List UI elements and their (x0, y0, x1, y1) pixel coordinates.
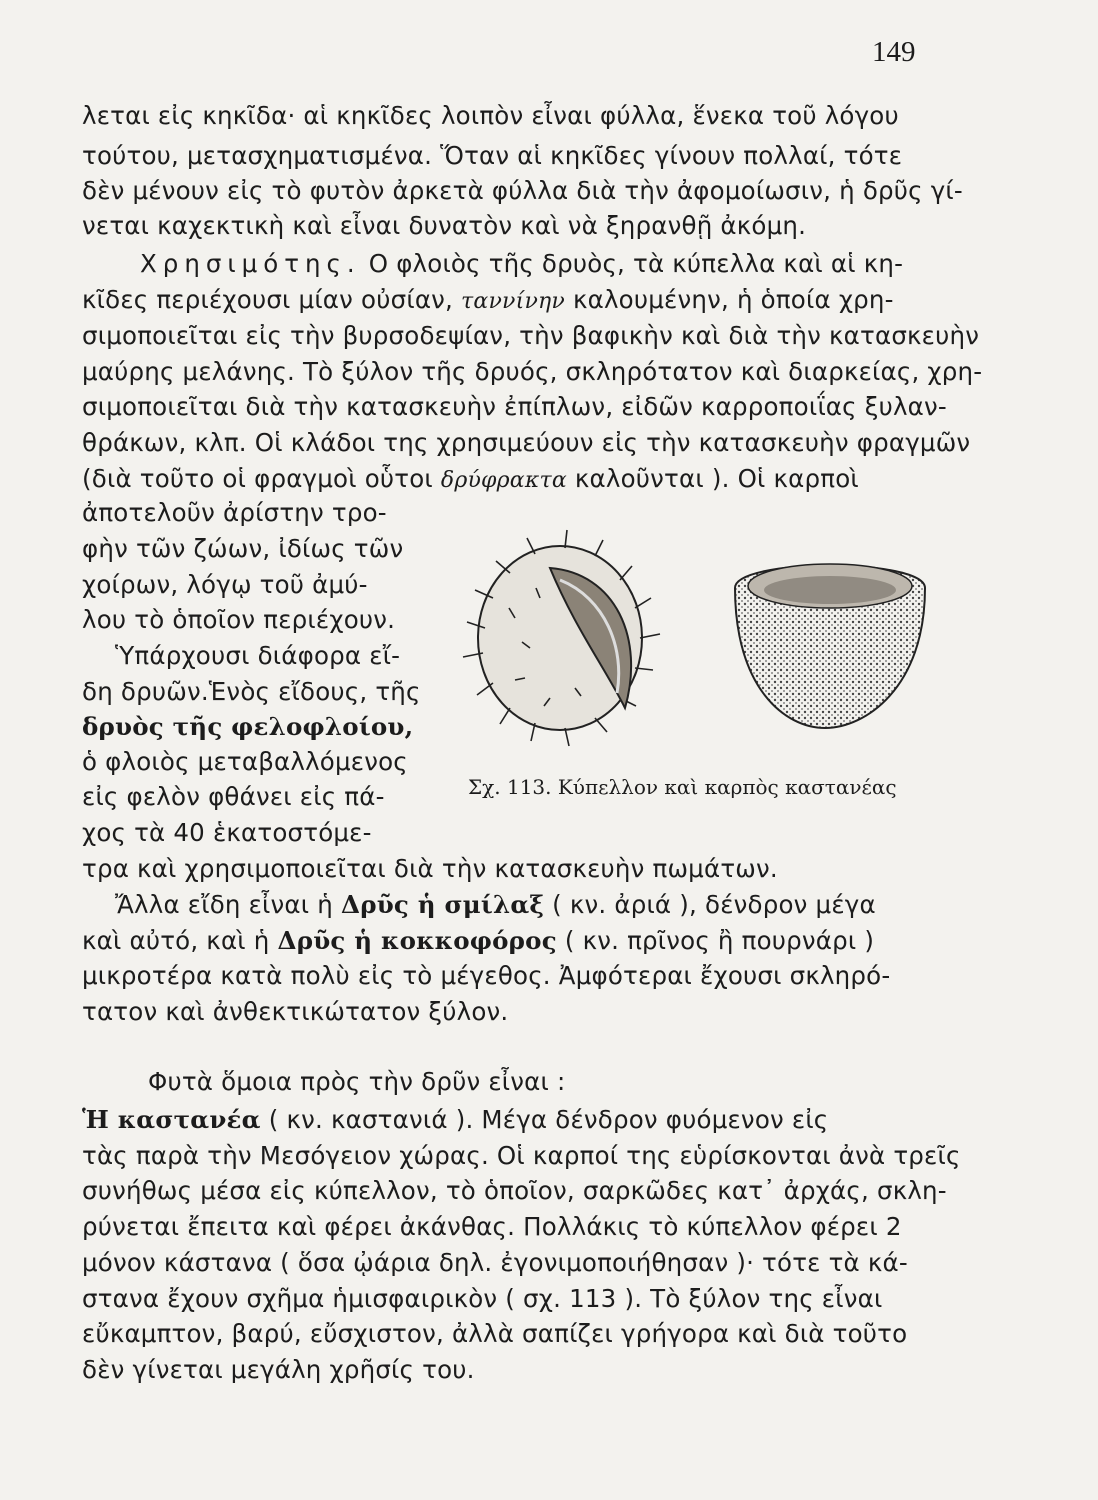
text-line: Ὑπάρχουσι διάφορα εἴ- (115, 641, 401, 670)
text-line: λου τὸ ὁποῖον περιέχουν. (82, 605, 396, 634)
text-line: τρα καὶ χρησιμοποιεῖται διὰ τὴν κατασκευὴν πωμάτων. (82, 854, 778, 883)
text-line: δὲν γίνεται μεγάλη χρῆσίς του. (82, 1355, 475, 1384)
text-line: σιμοποιεῖται εἰς τὴν βυρσοδεψίαν, τὴν βαφικὴν καὶ διὰ τὴν κατασκευὴν (82, 321, 980, 350)
text-line: χος τὰ 40 ἑκατοστόμε- (82, 818, 372, 847)
text-line: τὰς παρὰ τὴν Μεσόγειον χώρας. Οἱ καρποί της εὑρίσκονται ἀνὰ τρεῖς (82, 1141, 961, 1170)
text-line (140, 248, 903, 280)
text-line: δὲν μένουν εἰς τὸ φυτὸν ἀρκετὰ φύλλα διὰ τὴν ἀφομοίωσιν, ἡ δρῦς γί- (82, 176, 963, 205)
text-fragment: ( κν. ἀριά ), δένδρον μέγα (552, 890, 876, 919)
figure-caption: Σχ. 113. Κύπελλον καὶ καρπὸς καστανέας (468, 775, 897, 799)
text-line (82, 284, 894, 318)
text-line: ἀποτελοῦν ἀρίστην τρο- (82, 498, 387, 527)
text-line (115, 889, 876, 921)
text-line: φὴν τῶν ζώων, ἰδίως τῶν (82, 534, 404, 563)
text-line: Φυτὰ ὅμοια πρὸς τὴν δρῦν εἶναι : (148, 1067, 566, 1096)
text-line: μικροτέρα κατὰ πολὺ εἰς τὸ μέγεθος. Ἀμφότεραι ἔχουσι σκληρό- (82, 961, 891, 990)
text-line: εὔκαμπτον, βαρύ, εὔσχιστον, ἀλλὰ σαπίζει γρήγορα καὶ διὰ τοῦτο (82, 1319, 908, 1348)
text-line: μόνον κάστανα ( ὅσα ᾠάρια δηλ. ἐγονιμοποιήθησαν )· τότε τὰ κά- (82, 1248, 908, 1277)
text-line: λεται εἰς κηκῖδα· αἱ κηκῖδες λοιπὸν εἶναι φύλλα, ἕνεκα τοῦ λόγου (82, 101, 899, 130)
bold-term: Ἡ καστανέα (82, 1105, 261, 1134)
text-fragment: ( κν. καστανιά ). Μέγα δένδρον φυόμενον εἰς (268, 1105, 829, 1134)
text-fragment: ( κν. πρῖνος ἢ πουρνάρι ) (564, 926, 875, 955)
page-number: 149 (872, 36, 916, 68)
text-line: στανα ἔχουν σχῆμα ἡμισφαιρικὸν ( σχ. 113 ). Τὸ ξύλον της εἶναι (82, 1284, 883, 1313)
text-line: τατον καὶ ἀνθεκτικώτατον ξύλον. (82, 997, 509, 1026)
text-line: θράκων, κλπ. Οἱ κλάδοι της χρησιμεύουν εἰς τὴν κατασκευὴν φραγμῶν (82, 428, 971, 457)
text-fragment: καλοῦνται ). Οἱ καρποὶ (574, 464, 859, 493)
text-line (82, 463, 859, 497)
text-line: μαύρης μελάνης. Τὸ ξύλον τῆς δρυός, σκληρότατον καὶ διαρκείας, χρη- (82, 357, 983, 386)
spiny-husk-icon (455, 518, 935, 778)
bold-term: Δρῦς ἡ κοκκοφόρος (277, 926, 557, 955)
text-line (82, 1104, 828, 1136)
figure-113 (455, 518, 935, 778)
text-fragment: καὶ αὐτό, καὶ ἡ (82, 926, 270, 955)
text-line: δρυὸς τῆς φελοφλοίου, (82, 712, 414, 741)
text-fragment: Ο φλοιὸς τῆς δρυὸς, τὰ κύπελλα καὶ αἱ κη- (368, 249, 904, 278)
text-line: ὁ φλοιὸς μεταβαλλόμενος (82, 747, 408, 776)
text-line: συνήθως μέσα εἰς κύπελλον, τὸ ὁποῖον, σαρκῶδες κατ᾽ ἀρχάς, σκλη- (82, 1176, 947, 1205)
bold-term: Δρῦς ἡ σμίλαξ (341, 890, 545, 919)
text-line: χοίρων, λόγῳ τοῦ ἀμύ- (82, 570, 368, 599)
section-term: Χρησιμότης. (140, 249, 361, 278)
text-fragment: καλουμένην, ἡ ὁποία χρη- (572, 285, 894, 314)
text-fragment: (διὰ τοῦτο οἱ φραγμοὶ οὗτοι (82, 464, 433, 493)
text-line: νεται καχεκτικὴ καὶ εἶναι δυνατὸν καὶ νὰ ξηρανθῇ ἀκόμη. (82, 211, 807, 240)
italic-term: δρύφρακτα (440, 468, 567, 493)
text-line: δη δρυῶν.Ἑνὸς εἴδους, τῆς (82, 677, 421, 706)
text-line: ρύνεται ἔπειτα καὶ φέρει ἀκάνθας. Πολλάκις τὸ κύπελλον φέρει 2 (82, 1212, 902, 1241)
italic-term: ταννίνην (461, 289, 565, 314)
cupule-icon (735, 564, 925, 728)
text-line: εἰς φελὸν φθάνει εἰς πά- (82, 782, 385, 811)
text-fragment: Ἄλλα εἴδη εἶναι ἡ (115, 890, 333, 919)
text-fragment: κῖδες περιέχουσι μίαν οὐσίαν, (82, 285, 454, 314)
text-line: τούτου, μετασχηματισμένα. Ὅταν αἱ κηκῖδες γίνουν πολλαί, τότε (82, 141, 903, 170)
text-line (82, 925, 874, 957)
text-line: σιμοποιεῖται διὰ τὴν κατασκευὴν ἐπίπλων, εἰδῶν καρροποιΐας ξυλαν- (82, 392, 947, 421)
